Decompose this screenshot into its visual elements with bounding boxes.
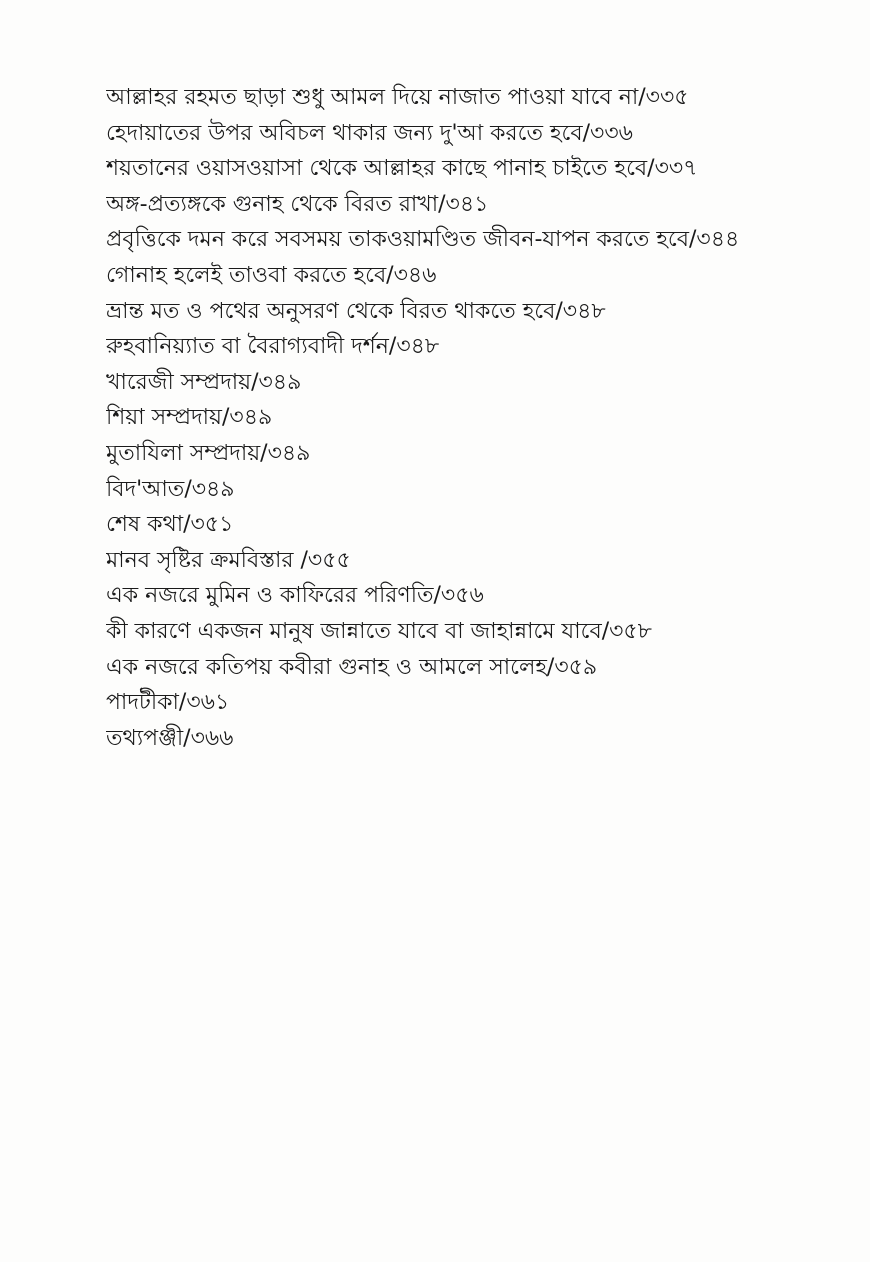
toc-entry: শিয়া সম্প্রদায়/৩৪৯ xyxy=(106,405,273,431)
toc-entry: পাদটীকা/৩৬১ xyxy=(106,690,230,716)
toc-entry: বিদ'আত/৩৪৯ xyxy=(106,476,235,502)
toc-entry: মুতাযিলা সম্প্রদায়/৩৪৯ xyxy=(106,440,311,466)
table-of-contents xyxy=(106,80,836,756)
toc-entry: আল্লাহর রহমত ছাড়া শুধু আমল দিয়ে নাজাত পাওয়া যাবে না/৩৩৫ xyxy=(106,85,689,110)
toc-entry: এক নজরে মুমিন ও কাফিরের পরিণতি/৩৫৬ xyxy=(106,583,484,609)
toc-entry: শেষ কথা/৩৫১ xyxy=(106,512,234,538)
toc-entry: ভ্রান্ত মত ও পথের অনুসরণ থেকে বিরত থাকতে হবে/৩৪৮ xyxy=(106,298,606,324)
toc-entry: রুহবানিয়্যাত বা বৈরাগ্যবাদী দর্শন/৩৪৮ xyxy=(106,334,440,360)
toc-entry: প্রবৃত্তিকে দমন করে সবসময় তাকওয়ামণ্ডিত জীবন-যাপন করতে হবে/৩৪৪ xyxy=(106,227,740,253)
toc-entry: গোনাহ হলেই তাওবা করতে হবে/৩৪৬ xyxy=(106,262,437,288)
toc-entry: মানব সৃষ্টির ক্রমবিস্তার /৩৫৫ xyxy=(106,547,351,573)
toc-entry: এক নজরে কতিপয় কবীরা গুনাহ ও আমলে সালেহ/৩৫৯ xyxy=(106,654,598,680)
toc-entry: কী কারণে একজন মানুষ জান্নাতে যাবে বা জাহান্নামে যাবে/৩৫৮ xyxy=(106,618,652,644)
toc-entry: তথ্যপঞ্জী/৩৬৬ xyxy=(106,725,234,751)
toc-entry: হেদায়াতের উপর অবিচল থাকার জন্য দু'আ করতে হবে/৩৩৬ xyxy=(106,120,633,146)
toc-entry: অঙ্গ-প্রত্যঙ্গকে গুনাহ থেকে বিরত রাখা/৩৪১ xyxy=(106,191,489,217)
toc-entry: শয়তানের ওয়াসওয়াসা থেকে আল্লাহর কাছে পানাহ চাইতে হবে/৩৩৭ xyxy=(106,156,698,182)
toc-entry: খারেজী সম্প্রদায়/৩৪৯ xyxy=(106,369,302,395)
